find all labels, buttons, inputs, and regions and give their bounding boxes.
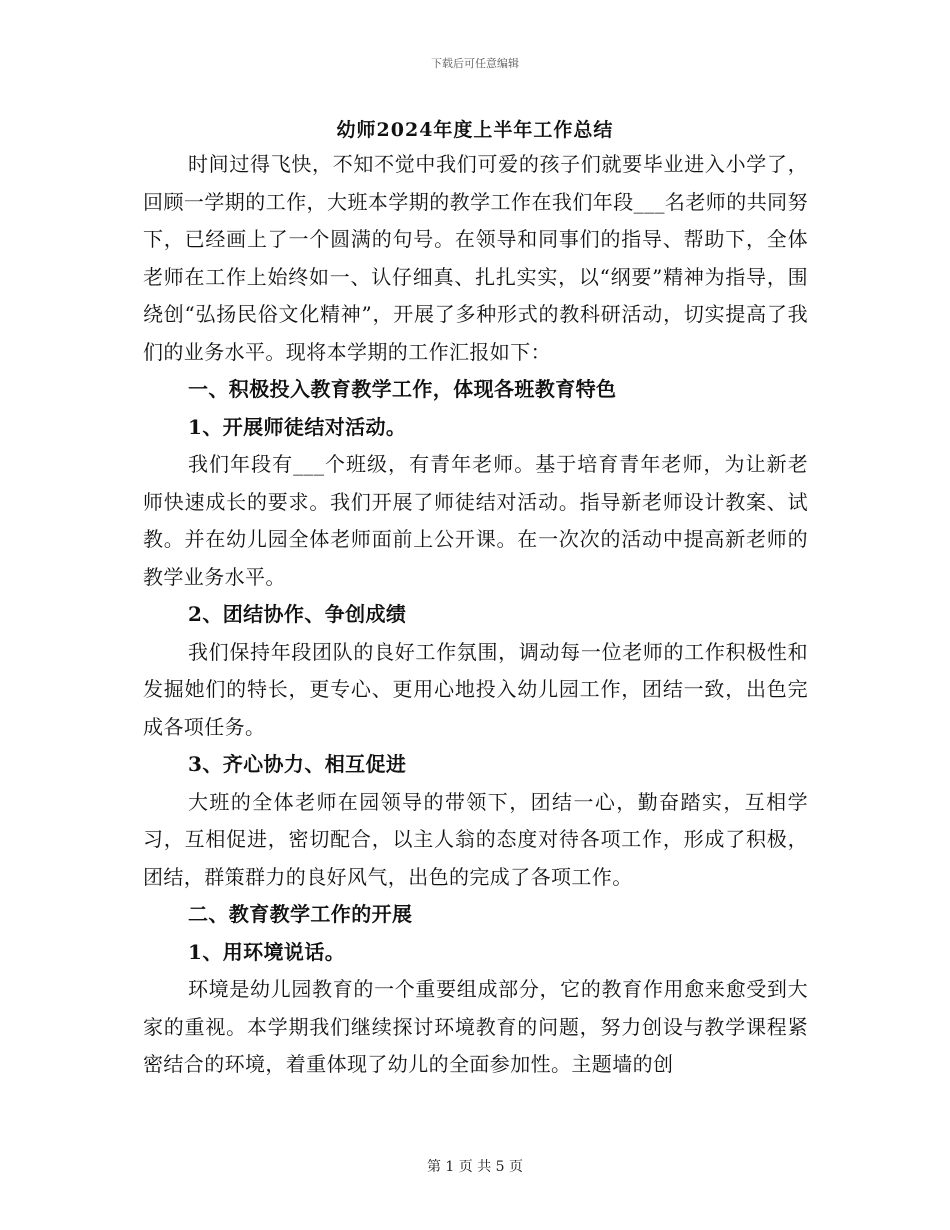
section-1-sub-2-paragraph: 我们保持年段团队的良好工作氛围，调动每一位老师的工作积极性和发掘她们的特长，更专心、更用心地投入幼儿园工作，团结一致，出色完成各项任务。 [143,639,808,739]
section-1-heading: 一、积极投入教育教学工作，体现各班教育特色 [188,377,617,401]
section-1-sub-3-paragraph: 大班的全体老师在园领导的带领下，团结一心，勤奋踏实，互相学习，互相促进，密切配合，以主人翁的态度对待各项工作，形成了积极，团结，群策群力的良好风气，出色的完成了各项工作。 [143,789,808,889]
header-note: 下载后可任意编辑 [431,57,519,70]
section-2-sub-1-paragraph: 环境是幼儿园教育的一个重要组成部分，它的教育作用愈来愈受到大家的重视。本学期我们继续探讨环境教育的问题，努力创设与教学课程紧密结合的环境，着重体现了幼儿的全面参加性。主题墙的创 [143,977,808,1076]
section-1-sub-2-heading: 2、团结协作、争创成绩 [188,602,407,626]
section-1-sub-3-heading: 3、齐心协力、相互促进 [188,752,407,776]
page-footer: 第 1 页 共 5 页 [426,1159,524,1175]
document-body [143,146,808,1084]
section-2-heading: 二、教育教学工作的开展 [188,902,413,926]
intro-paragraph: 时间过得飞快，不知不觉中我们可爱的孩子们就要毕业进入小学了，回顾一学期的工作，大班本学期的教学工作在我们年段___名老师的共同努下，已经画上了一个圆满的句号。在领导和同事们的指导、帮助下，全体老师在工作上始终如一、认仔细真、扎扎实实，以“纲要”精神为指导，围绕创“弘扬民俗文化精神”，开展了多种形式的教科研活动，切实提高了我们的业务水平。现将本学期的工作汇报如下： [143,152,808,364]
section-2-sub-1-heading: 1、用环境说话。 [188,939,346,964]
section-1-sub-1-paragraph: 我们年段有___个班级，有青年老师。基于培育青年老师，为让新老师快速成长的要求。我们开展了师徒结对活动。指导新老师设计教案、试教。并在幼儿园全体老师面前上公开课。在一次次的活动中提高新老师的教学业务水平。 [143,452,808,589]
document-title: 幼师2024年度上半年工作总结 [336,119,614,141]
section-1-sub-1-heading: 1、开展师徒结对活动。 [188,414,407,439]
